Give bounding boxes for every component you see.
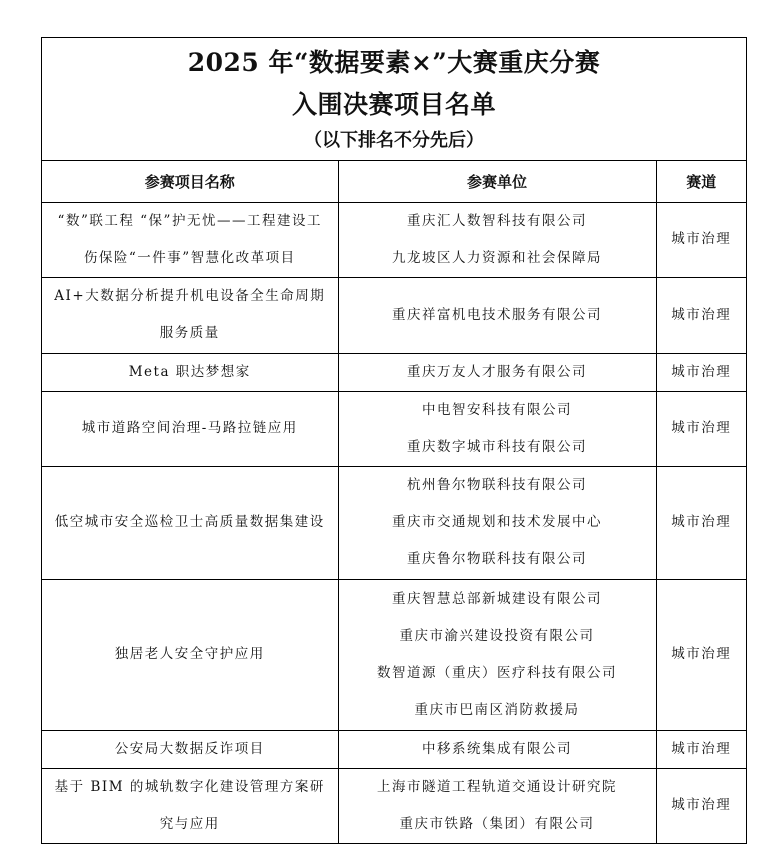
track-cell: 城市治理 xyxy=(671,797,732,814)
table-row xyxy=(42,730,746,768)
project-name-cell: 公安局大数据反诈项目 xyxy=(42,730,338,768)
header-track: 赛道 xyxy=(656,161,746,202)
table-row xyxy=(42,466,746,579)
organization-name: 重庆鲁尔物联科技有限公司 xyxy=(407,551,587,567)
organization-name: 上海市隧道工程轨道交通设计研究院 xyxy=(377,778,617,795)
organization-name: 中电智安科技有限公司 xyxy=(422,401,572,418)
organization-cell xyxy=(338,202,656,277)
project-name-cell: 基于 BIM 的城轨数字化建设管理方案研究与应用 xyxy=(42,768,338,843)
organization-cell xyxy=(338,353,656,391)
table-row xyxy=(42,579,746,730)
organization-cell xyxy=(338,730,656,768)
ranking-note: （以下排名不分先后） xyxy=(304,130,484,151)
table-row xyxy=(42,391,746,466)
project-name-cell: 城市道路空间治理-马路拉链应用 xyxy=(42,391,338,466)
organization-name: 重庆祥富机电技术服务有限公司 xyxy=(392,306,602,323)
track-cell: 城市治理 xyxy=(656,466,746,579)
header-project-name: 参赛项目名称 xyxy=(42,161,338,202)
project-name-cell: Meta 职达梦想家 xyxy=(42,353,338,391)
title-block xyxy=(42,38,746,161)
document-subtitle: 入围决赛项目名单 xyxy=(291,90,496,119)
table-row xyxy=(42,202,746,277)
organization-name: 重庆数字城市科技有限公司 xyxy=(407,438,587,455)
table-row xyxy=(42,768,746,843)
organization-name: 数智道源（重庆）医疗科技有限公司 xyxy=(377,664,617,681)
finalist-table xyxy=(42,161,746,843)
table-header-row xyxy=(42,161,746,202)
track-cell: 城市治理 xyxy=(656,277,746,353)
organization-name: 重庆智慧总部新城建设有限公司 xyxy=(392,590,602,607)
organization-name: 重庆市渝兴建设投资有限公司 xyxy=(399,627,595,644)
track-cell: 城市治理 xyxy=(656,353,746,391)
organization-cell xyxy=(338,768,656,843)
organization-name: 杭州鲁尔物联科技有限公司 xyxy=(407,477,587,493)
track-cell: 城市治理 xyxy=(656,391,746,466)
organization-name: 九龙坡区人力资源和社会保障局 xyxy=(392,249,602,266)
organization-name: 重庆万友人才服务有限公司 xyxy=(407,363,587,380)
organization-cell xyxy=(338,391,656,466)
project-name-cell: 低空城市安全巡检卫士高质量数据集建设 xyxy=(42,466,338,579)
organization-cell xyxy=(338,466,656,579)
organization-cell xyxy=(338,277,656,353)
organization-name: 重庆市巴南区消防救援局 xyxy=(414,701,580,718)
table-row xyxy=(42,353,746,391)
organization-name: 重庆市铁路（集团）有限公司 xyxy=(399,815,595,832)
organization-name: 重庆汇人数智科技有限公司 xyxy=(407,212,587,229)
table-row xyxy=(42,277,746,353)
project-name-cell: 独居老人安全守护应用 xyxy=(42,579,338,730)
project-name-cell: AI+大数据分析提升机电设备全生命周期服务质量 xyxy=(42,277,338,353)
project-name-cell: “数”联工程 “保”护无忧——工程建设工伤保险“一件事”智慧化改革项目 xyxy=(42,202,338,277)
header-organization: 参赛单位 xyxy=(338,161,656,202)
track-cell: 城市治理 xyxy=(656,730,746,768)
organization-cell xyxy=(338,579,656,730)
document-title: 2025 年“数据要素×”大赛重庆分赛 xyxy=(187,48,601,77)
track-cell: 城市治理 xyxy=(656,202,746,277)
organization-name: 重庆市交通规划和技术发展中心 xyxy=(392,514,602,530)
track-cell: 城市治理 xyxy=(656,579,746,730)
organization-name: 中移系统集成有限公司 xyxy=(422,740,572,757)
document-sheet xyxy=(41,37,747,844)
